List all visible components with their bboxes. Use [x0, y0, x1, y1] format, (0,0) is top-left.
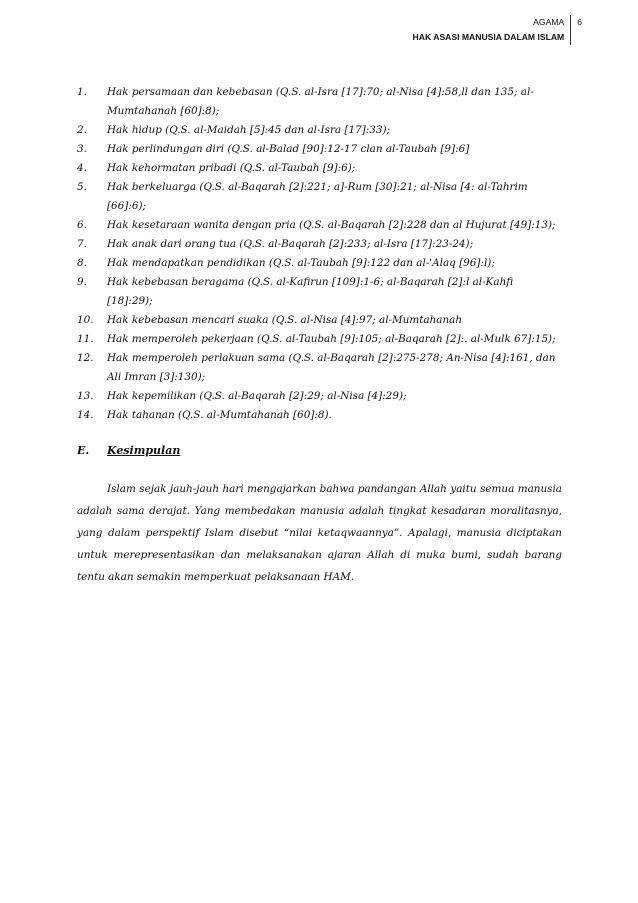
item-text: Hak persamaan dan kebebasan (Q.S. al-Isra [17]:70; al-Nisa [4]:58,ll dan 135; al-Mumtahanah [60]:8); [107, 86, 534, 117]
item-text: Hak memperoleh pekerjaan (Q.S. al-Taubah [9]:105; al-Baqarah [2]:. al-Mulk 67]:15); [107, 333, 556, 345]
item-text: Hak kebebasan beragama (Q.S. al-Kafirun [109]:1-6; al-Baqarah [2]:l al-Kahfi [18]:29); [107, 276, 514, 307]
item-text: Hak hidup (Q.S. al-Maidah [5]:45 dan al-Isra [17]:33); [107, 124, 391, 136]
item-text: Hak memperoleh perlakuan sama (Q.S. al-Baqarah [2]:275-278; An-Nisa [4]:161, dan Ali Imran [3]:130); [107, 352, 556, 383]
item-text: Hak perlindungan diri (Q.S. al-Balad [90]:12-17 clan al-Taubah [9]:6] [107, 143, 470, 155]
item-number: 2. [77, 124, 87, 136]
page-number: 6 [577, 17, 582, 27]
item-text: Hak kehormatan pribadi (Q.S. al-Taubah [9]:6); [107, 162, 356, 174]
list-item [77, 387, 562, 406]
item-number: 7. [77, 238, 87, 250]
list-item [77, 140, 562, 159]
list-item [77, 330, 562, 349]
page-header [413, 15, 582, 45]
item-number: 12. [77, 352, 94, 364]
list-item [77, 121, 562, 140]
header-text-block [413, 15, 572, 45]
list-item [77, 254, 562, 273]
item-number: 11. [77, 333, 94, 345]
item-text: Hak berkeluarga (Q.S. al-Baqarah [2]:221; a]-Rum [30]:21; al-Nisa [4: al-Tahrim [66]:6); [107, 181, 528, 212]
item-number: 3. [77, 143, 87, 155]
list-item [77, 349, 562, 387]
list-item [77, 216, 562, 235]
item-number: 5. [77, 181, 87, 193]
item-number: 13. [77, 390, 94, 402]
page-content [77, 83, 562, 598]
item-text: Hak kesetaraan wanita dengan pria (Q.S. al-Baqarah [2]:228 dan al Hujurat [49]:13); [107, 219, 556, 231]
item-text: Hak mendapatkan pendidikan (Q.S. al-Taubah [9]:122 dan al-'Alaq [96]:l); [107, 257, 495, 269]
section-letter: E. [77, 444, 90, 457]
item-number: 14. [77, 409, 94, 421]
item-text: Hak anak dari orang tua (Q.S. al-Baqarah [2]:233; al-Isra [17]:23-24); [107, 238, 474, 250]
section-heading [77, 441, 562, 460]
item-number: 9. [77, 276, 87, 288]
list-item [77, 406, 562, 425]
item-number: 1. [77, 86, 87, 98]
list-item [77, 235, 562, 254]
item-text: Hak tahanan (Q.S. al-Mumtahanah [60]:8). [107, 409, 332, 421]
section-title: Kesimpulan [107, 444, 181, 457]
header-title: AGAMA [533, 17, 565, 27]
list-item [77, 159, 562, 178]
header-subtitle: HAK ASASI MANUSIA DALAM ISLAM [412, 32, 565, 42]
item-number: 8. [77, 257, 87, 269]
list-item [77, 273, 562, 311]
conclusion-paragraph: Islam sejak jauh-jauh hari mengajarkan bahwa pandangan Allah yaitu semua manusia adalah sama derajat. Yang membedakan manusia adalah tingkat kesadaran moralitasnya, yang dalam perspektif Islam disebut “nilai ketaqwaannya”. Apalagi, manusia diciptakan untuk merepresentasikan dan melaksanakan ajaran Allah di muka bumi, sudah barang tentu akan semakin memperkuat pelaksanaan HAM. [77, 483, 562, 583]
item-number: 10. [77, 314, 94, 326]
item-text: Hak kebebasan mencari suaka (Q.S. al-Nisa [4]:97; al-Mumtahanah [107, 314, 463, 326]
list-item [77, 178, 562, 216]
rights-list [77, 83, 562, 425]
list-item [77, 311, 562, 330]
item-number: 4. [77, 162, 87, 174]
list-item [77, 83, 562, 121]
item-number: 6. [77, 219, 87, 231]
item-text: Hak kepemilikan (Q.S. al-Baqarah [2]:29; al-Nisa [4]:29); [107, 390, 407, 402]
